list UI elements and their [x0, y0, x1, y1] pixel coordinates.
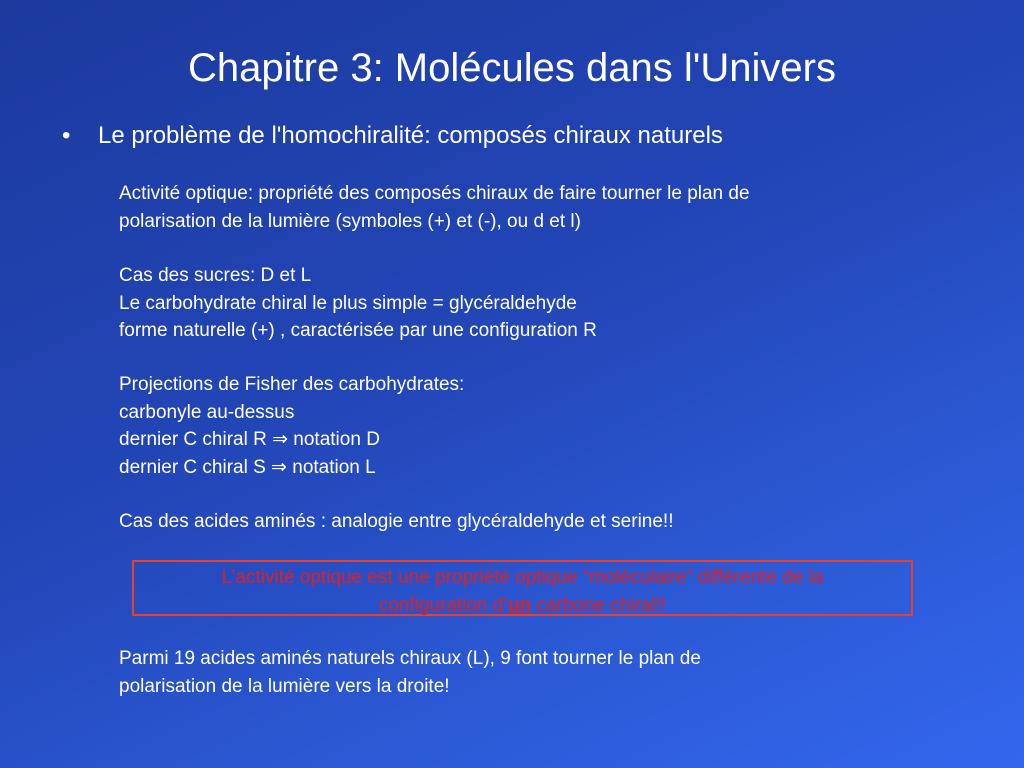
text-line: Activité optique: propriété des composés chiraux de faire tourner le plan de [119, 183, 750, 204]
highlight-text: carbone chiral!! [530, 594, 667, 616]
slide-title: Chapitre 3: Molécules dans l'Univers [188, 46, 836, 90]
text-line: Cas des acides aminés : analogie entre glycéraldehyde et serine!! [119, 511, 674, 532]
text-line: Parmi 19 acides aminés naturels chiraux (L), 9 font tourner le plan de [119, 648, 701, 669]
bullet-marker: • [62, 122, 71, 149]
highlight-emphasis: un [507, 594, 531, 616]
highlight-box [132, 560, 913, 616]
text-line: polarisation de la lumière (symboles (+) et (-), ou d et l) [119, 210, 581, 232]
highlight-line [134, 592, 911, 620]
bullet-text: Le problème de l'homochiralité: composés chiraux naturels [98, 122, 723, 149]
text-line: carbonyle au-dessus [119, 401, 295, 423]
text-line: Projections de Fisher des carbohydrates: [119, 374, 465, 395]
text-line: polarisation de la lumière vers la droite! [119, 675, 450, 697]
conclusion-paragraph [119, 645, 701, 700]
amino-acids-paragraph [119, 508, 674, 536]
text-line: Le carbohydrate chiral le plus simple = glycéraldehyde [119, 292, 577, 314]
text-line: Cas des sucres: D et L [119, 265, 312, 286]
sugars-paragraph [119, 262, 597, 345]
highlight-line: L’activité optique est une propriété optique “moléculaire” différente de la [221, 567, 824, 588]
optical-activity-paragraph [119, 180, 750, 235]
fisher-projection-paragraph [119, 371, 464, 481]
text-line: dernier C chiral S ⇒ notation L [119, 456, 376, 478]
bullet-heading [62, 120, 723, 152]
text-line: dernier C chiral R ⇒ notation D [119, 429, 380, 450]
highlight-text: configuration d’ [378, 594, 508, 616]
text-line: forme naturelle (+) , caractérisée par une configuration R [119, 320, 597, 341]
